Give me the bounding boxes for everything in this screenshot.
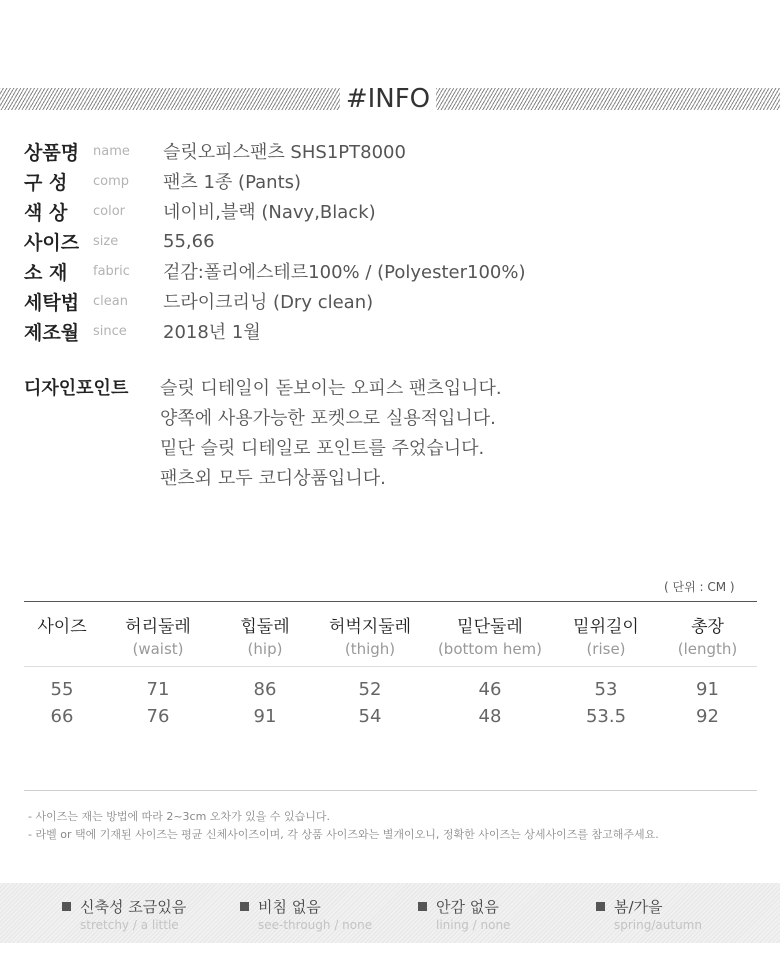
spec-label: 상품명 — [24, 141, 80, 164]
spec-value: 겉감:폴리에스테르100% / (Polyester100%) — [163, 262, 526, 283]
header-ko: 허리둘레 — [125, 617, 191, 637]
design-point-line: 슬릿 디테일이 돋보이는 오피스 팬츠입니다. — [160, 378, 502, 399]
spec-value: 슬릿오피스팬츠 SHS1PT8000 — [163, 142, 406, 163]
spec-sublabel: comp — [93, 173, 130, 189]
table-cell: 54 — [358, 706, 382, 727]
feature-season — [596, 896, 702, 932]
note-line: - 사이즈는 재는 방법에 따라 2~3cm 오차가 있을 수 있습니다. — [28, 810, 331, 823]
table-cell: 46 — [478, 679, 502, 700]
feature-label: 봄/가을 — [614, 898, 663, 916]
header-thigh — [314, 602, 426, 666]
header-ko: 밑위길이 — [573, 617, 639, 637]
square-bullet-icon — [418, 902, 427, 911]
feature-sublabel: stretchy / a little — [80, 918, 179, 932]
size-notes — [28, 808, 659, 844]
spec-value: 2018년 1월 — [163, 322, 261, 343]
spec-sublabel: name — [93, 143, 130, 159]
feature-label: 신축성 조금있음 — [80, 898, 187, 916]
size-table — [24, 601, 757, 730]
note-line: - 라벨 or 택에 기재된 사이즈는 평균 신체사이즈이며, 각 상품 사이즈와는 별개이오니, 정확한 사이즈는 상세사이즈를 참고해주세요. — [28, 828, 659, 841]
table-cell: 55 — [50, 679, 74, 700]
spec-label: 사이즈 — [24, 231, 80, 254]
table-cell: 91 — [696, 679, 719, 700]
spec-value: 55,66 — [163, 230, 215, 252]
table-cell: 48 — [478, 706, 502, 727]
spec-value: 드라이크리닝 (Dry clean) — [163, 292, 374, 313]
spec-label: 소 재 — [24, 261, 68, 284]
header-ko: 허벅지둘레 — [328, 617, 412, 637]
header-en: (rise) — [586, 640, 626, 658]
header-bottom-hem — [426, 602, 554, 666]
feature-lining — [418, 896, 510, 932]
notes-divider — [24, 790, 757, 791]
header-rise — [554, 602, 658, 666]
spec-label: 색 상 — [24, 201, 68, 224]
spec-row-since — [24, 316, 764, 346]
table-row — [24, 676, 757, 703]
square-bullet-icon — [62, 902, 71, 911]
design-point-text — [160, 374, 502, 494]
table-cell: 91 — [253, 706, 277, 727]
design-point-line: 팬츠외 모두 코디상품입니다. — [160, 468, 386, 489]
table-cell: 76 — [146, 706, 170, 727]
square-bullet-icon — [240, 902, 249, 911]
table-cell: 71 — [146, 679, 170, 700]
header-en: (length) — [677, 640, 738, 658]
header-waist — [100, 602, 216, 666]
feature-stretch — [62, 896, 186, 932]
table-cell: 66 — [50, 706, 74, 727]
feature-sublabel: lining / none — [436, 918, 511, 932]
product-spec-list — [24, 136, 764, 346]
header-ko: 밑단둘레 — [457, 617, 523, 637]
table-cell: 92 — [696, 706, 719, 727]
spec-sublabel: fabric — [93, 263, 130, 279]
table-cell: 86 — [253, 679, 277, 700]
design-point-label: 디자인포인트 — [24, 378, 129, 399]
spec-row-comp — [24, 166, 764, 196]
spec-sublabel: size — [93, 233, 119, 249]
info-title: #INFO — [340, 84, 436, 114]
spec-row-fabric — [24, 256, 764, 286]
spec-label: 구 성 — [24, 171, 68, 194]
table-cell: 52 — [358, 679, 382, 700]
spec-sublabel: clean — [93, 293, 128, 309]
header-ko: 힙둘레 — [240, 617, 290, 637]
table-cell: 53.5 — [585, 706, 627, 727]
table-cell: 53 — [594, 679, 618, 700]
header-length — [658, 602, 757, 666]
table-header-row — [24, 602, 757, 666]
header-en: (hip) — [247, 640, 283, 658]
header-en: (bottom hem) — [437, 640, 543, 658]
feature-label: 비침 없음 — [258, 898, 321, 916]
spec-label: 세탁법 — [24, 291, 80, 314]
spec-value: 네이비,블랙 (Navy,Black) — [163, 202, 376, 223]
design-point-line: 밑단 슬릿 디테일로 포인트를 주었습니다. — [160, 438, 485, 459]
square-bullet-icon — [596, 902, 605, 911]
design-point-line: 양쪽에 사용가능한 포켓으로 실용적입니다. — [160, 408, 496, 429]
feature-sublabel: see-through / none — [258, 918, 373, 932]
header-en: (thigh) — [344, 640, 396, 658]
feature-sublabel: spring/autumn — [614, 918, 702, 932]
table-row — [24, 703, 757, 730]
feature-see-through — [240, 896, 372, 932]
header-ko: 사이즈 — [37, 617, 87, 637]
spec-value: 팬츠 1종 (Pants) — [163, 172, 302, 193]
header-ko: 총장 — [691, 617, 724, 637]
spec-sublabel: color — [93, 203, 126, 219]
header-hip — [216, 602, 314, 666]
spec-label: 제조월 — [24, 321, 80, 344]
header-en: (waist) — [132, 640, 184, 658]
size-unit-note: ( 단위 : CM ) — [664, 580, 735, 594]
spec-row-color — [24, 196, 764, 226]
spec-row-name — [24, 136, 764, 166]
spec-sublabel: since — [93, 323, 127, 339]
header-size — [24, 602, 100, 666]
feature-label: 안감 없음 — [436, 898, 499, 916]
table-body — [24, 667, 757, 730]
spec-row-size — [24, 226, 764, 256]
spec-row-clean — [24, 286, 764, 316]
design-point — [24, 374, 764, 494]
